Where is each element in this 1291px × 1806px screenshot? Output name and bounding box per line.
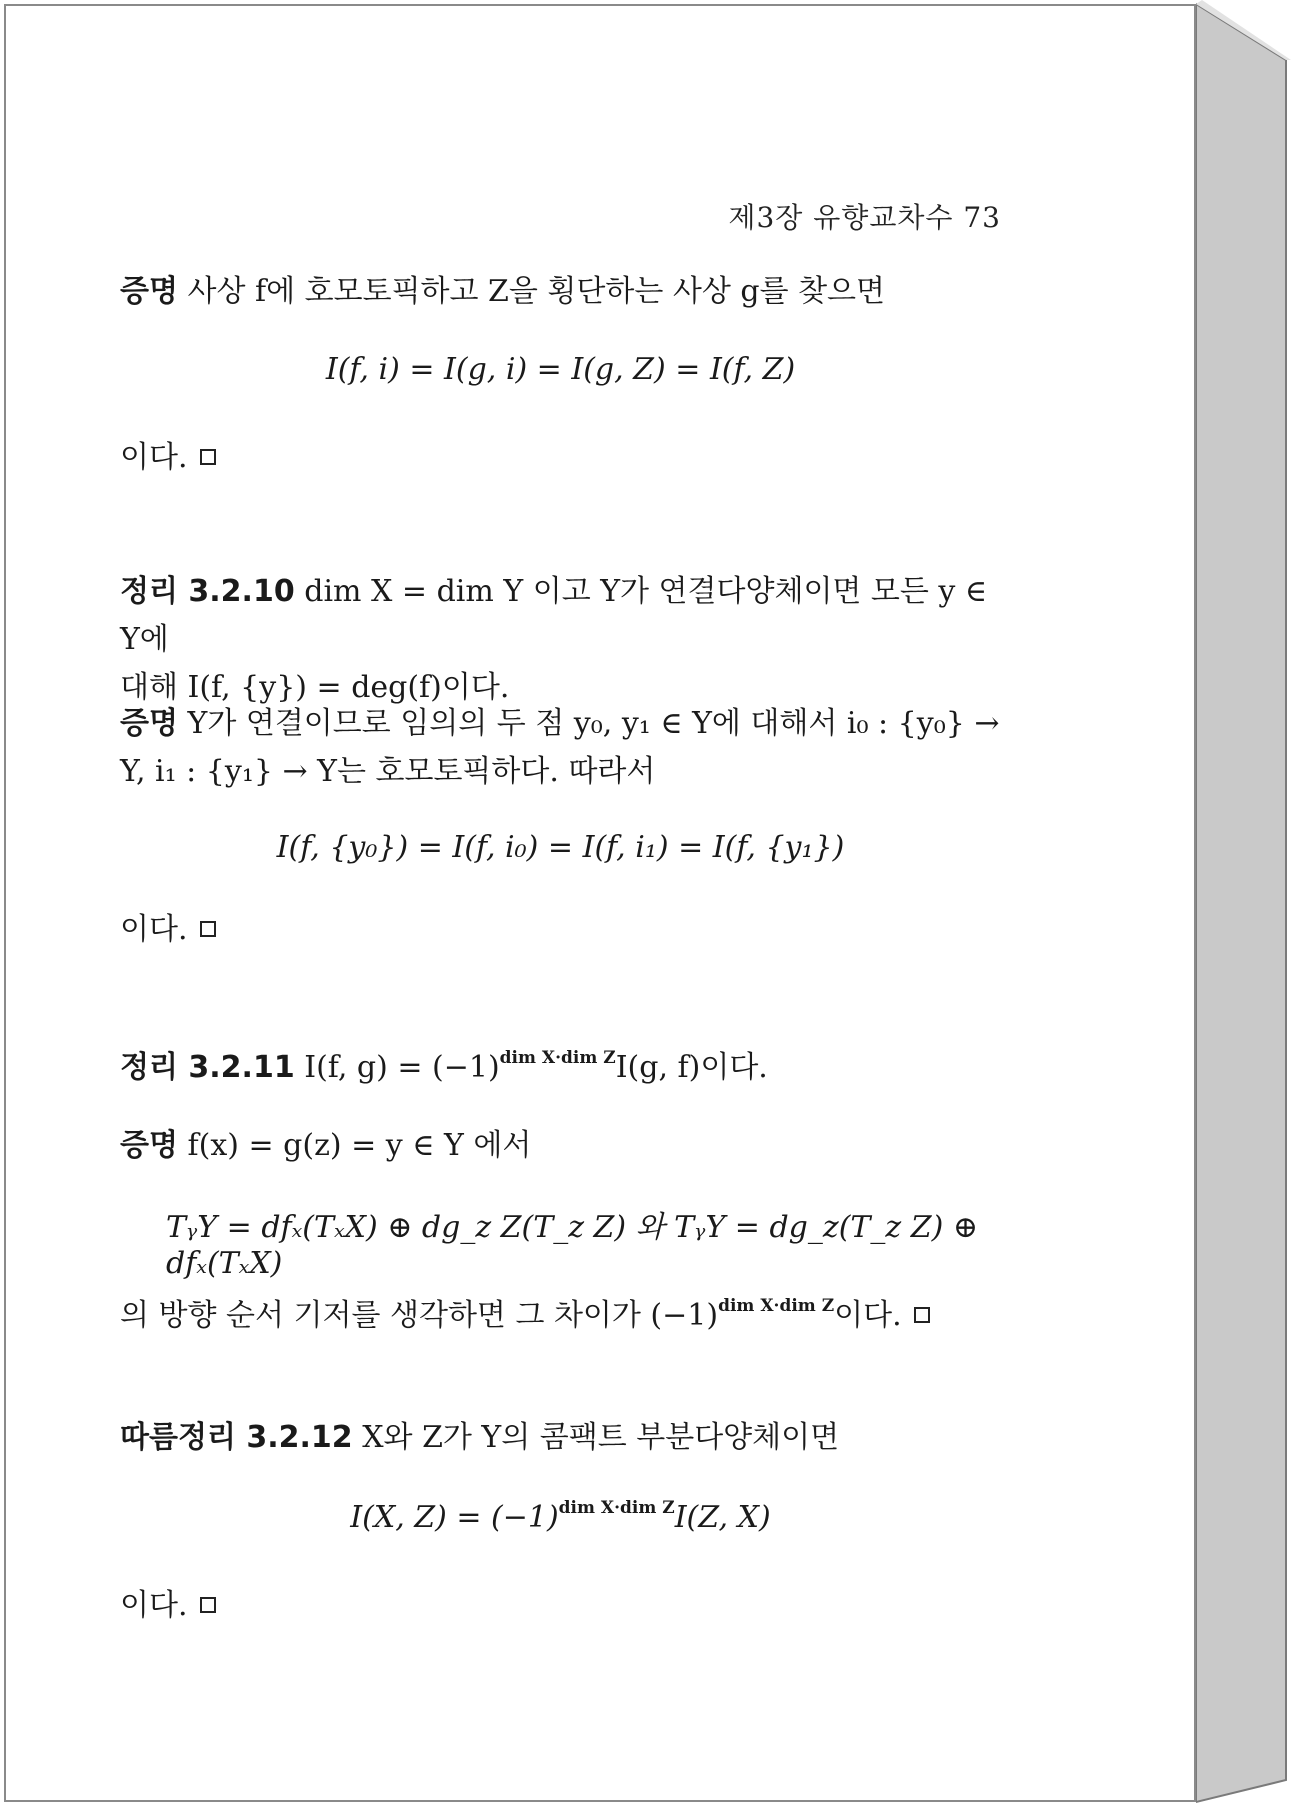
corollary-label: 따름정리 3.2.12 (120, 1420, 353, 1455)
proof-1-closing (120, 434, 1001, 482)
proof-1 (120, 268, 1001, 316)
equation-before: I(X, Z) = (−1) (350, 1500, 559, 1535)
theorem-line-2: 대해 I(f, {y}) = deg(f)이다. (120, 670, 510, 705)
proof-label: 증명 (120, 274, 178, 309)
theorem-label: 정리 3.2.10 (120, 574, 295, 609)
qed-icon (914, 1307, 930, 1323)
equation-after: I(Z, X) (674, 1500, 771, 1535)
proof-text: f(x) = g(z) = y ∈ Y 에서 (187, 1128, 532, 1163)
proof-label: 증명 (120, 706, 178, 741)
proof-label: 증명 (120, 1128, 178, 1163)
book-page-edge (1196, 0, 1291, 1806)
proof-text: 사상 f에 호모토픽하고 Z을 횡단하는 사상 g를 찾으면 (187, 274, 886, 309)
theorem-3-2-11 (120, 1034, 1001, 1092)
closing-before: 의 방향 순서 기저를 생각하면 그 차이가 (−1) (120, 1298, 719, 1333)
equation-3: TᵧY = dfₓ(TₓX) ⊕ dg_z Z(T_z Z) 와 TᵧY = dg_z(T_z Z) ⊕ dfₓ(TₓX) (166, 1210, 978, 1281)
theorem-label: 정리 3.2.11 (120, 1050, 295, 1085)
proof-3 (120, 1122, 1001, 1170)
theorem-text-before: I(f, g) = (−1) (304, 1050, 500, 1085)
qed-icon (200, 449, 216, 465)
closing-text: 이다. (120, 912, 188, 947)
theorem-line-1: dim X = dim Y 이고 Y가 연결다양체이면 모든 y ∈ Y에 (120, 574, 988, 657)
equation-1: I(f, i) = I(g, i) = I(g, Z) = I(f, Z) (325, 352, 796, 387)
equation-2: I(f, {y₀}) = I(f, i₀) = I(f, i₁) = I(f, {y₁}) (276, 830, 845, 865)
exponent: dim X·dim Z (718, 1296, 835, 1316)
closing-text: 이다. (120, 440, 188, 475)
theorem-3-2-10 (120, 568, 1001, 712)
proof-3-closing (120, 1282, 1001, 1340)
exponent: dim X·dim Z (499, 1048, 616, 1068)
exponent: dim X·dim Z (558, 1498, 675, 1518)
closing-after: 이다. (834, 1298, 902, 1333)
proof-line-1: Y가 연결이므로 임의의 두 점 y₀, y₁ ∈ Y에 대해서 i₀ : {y₀} → (187, 706, 1000, 741)
proof-2-closing (120, 906, 1001, 954)
running-head: 제3장 유향교차수 73 (728, 201, 1001, 234)
corollary-text: X와 Z가 Y의 콤팩트 부분다양체이면 (362, 1420, 840, 1455)
equation-4 (120, 1498, 1001, 1535)
qed-icon (200, 1597, 216, 1613)
corollary-3-2-12 (120, 1414, 1001, 1462)
closing-text: 이다. (120, 1588, 188, 1623)
proof-2 (120, 700, 1001, 796)
qed-icon (200, 921, 216, 937)
corollary-closing (120, 1582, 1001, 1630)
proof-line-2: Y, i₁ : {y₁} → Y는 호모토픽하다. 따라서 (120, 754, 656, 789)
theorem-text-after: I(g, f)이다. (615, 1050, 768, 1085)
